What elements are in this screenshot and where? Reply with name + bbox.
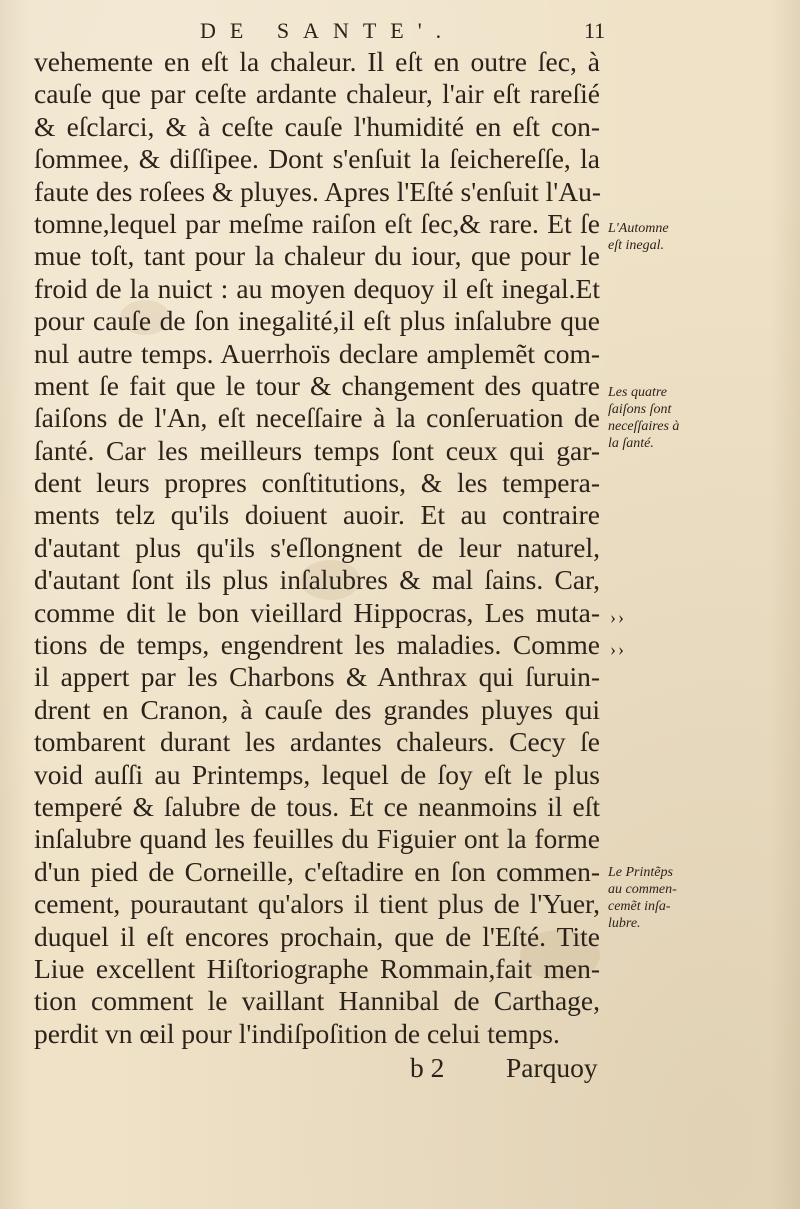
- text-line: pour cauſe de ſon inegalité,il eſt plus inſalubre que: [34, 305, 600, 337]
- text-line: ſaiſons de l'An, eſt neceſſaire à la conſeruation de: [34, 402, 600, 434]
- text-line: froid de la nuict : au moyen dequoy il eſt inegal.Et: [34, 272, 600, 304]
- text-line: tomne,lequel par meſme raiſon eſt ſec,& rare. Et ſe: [34, 207, 600, 239]
- text-line: cauſe que par ceſte ardante chaleur, l'air eſt rareſié: [34, 78, 600, 110]
- margin-note-quatre-saisons: [608, 384, 718, 452]
- text-line: inſalubre quand les feuilles du Figuier ont la forme: [34, 823, 600, 855]
- margin-note-line: L'Automne: [608, 221, 669, 236]
- text-line: void auſſi au Printemps, lequel de ſoy eſt le plus: [34, 758, 600, 790]
- margin-note-line: lubre.: [608, 916, 641, 931]
- text-line: nul autre temps. Auerrhoïs declare amplemẽt com-: [34, 337, 600, 369]
- text-line: d'un pied de Corneille, c'eſtadire en ſon commen-: [34, 855, 600, 887]
- margin-note-line: neceſſaires à: [608, 419, 680, 434]
- text-line: & eſclarci, & à ceſte cauſe l'humidité en eſt con-: [34, 110, 600, 142]
- text-line: tombarent durant les ardantes chaleurs. Cecy ſe: [34, 726, 600, 758]
- text-line: Liue excellent Hiſtoriographe Rommain,fait men-: [34, 952, 600, 984]
- page-number: 11: [584, 18, 606, 43]
- margin-note-line: cemẽt inſa-: [608, 899, 671, 914]
- margin-note-line: eſt inegal.: [608, 238, 664, 253]
- text-line: ſanté. Car les meilleurs temps ſont ceux qui gar-: [34, 434, 600, 466]
- text-line: d'autant ſont ils plus inſalubres & mal ſains. Car,: [34, 564, 600, 596]
- margin-note-line: la ſanté.: [608, 436, 654, 451]
- text-line: dent leurs propres conſtitutions, & les tempera-: [34, 467, 600, 499]
- margin-note-line: au commen-: [608, 882, 677, 897]
- text-line: vehemente en eſt la chaleur. Il eſt en outre ſec, à: [34, 46, 600, 77]
- main-text-block: [34, 46, 600, 1050]
- text-line: tion comment le vaillant Hannibal de Carthage,: [34, 985, 600, 1017]
- text-line: cement, pourautant qu'alors il tient plus de l'Yuer,: [34, 888, 600, 920]
- text-line: comme dit le bon vieillard Hippocras, Les muta-: [34, 596, 600, 628]
- margin-note-line: Le Printẽps: [608, 865, 673, 880]
- text-line: duquel il eſt encores prochain, que de l'Eſté. Tite: [34, 920, 600, 952]
- text-line: temperé & ſalubre de tous. Et ce neanmoins il eſt: [34, 790, 600, 822]
- text-line: perdit vn œil pour l'indiſpoſition de celui temps.: [34, 1017, 560, 1049]
- text-line: ments telz qu'ils doiuent auoir. Et au contraire: [34, 499, 600, 531]
- signature-mark: b 2: [410, 1052, 445, 1083]
- text-line: faute des roſees & pluyes. Apres l'Eſté s'enſuit l'Au-: [34, 175, 602, 207]
- margin-note-line: Les quatre: [608, 385, 667, 400]
- margin-note-printemps: [608, 864, 718, 932]
- text-line: d'autant plus qu'ils s'eſlongnent de leur naturel,: [34, 531, 600, 563]
- margin-note-line: ſaiſons ſont: [608, 402, 672, 417]
- quotation-mark: ››: [610, 639, 626, 659]
- text-line: ſommee, & diſſipee. Dont s'enſuit la ſeichereſſe, la: [34, 143, 600, 175]
- quotation-mark: ››: [610, 607, 626, 627]
- page-footer: [410, 1052, 606, 1084]
- catchword: Parquoy: [506, 1052, 598, 1083]
- margin-note-automne: [608, 220, 718, 254]
- running-title: DE SANTE'.: [200, 18, 456, 43]
- text-line: drent en Cranon, à cauſe des grandes pluyes qui: [34, 693, 600, 725]
- text-line: il appert par les Charbons & Anthrax qui ſuruin-: [34, 661, 600, 693]
- text-line: ment ſe fait que le tour & changement des quatre: [34, 369, 600, 401]
- text-line: mue toſt, tant pour la chaleur du iour, que pour le: [34, 240, 600, 272]
- text-line: tions de temps, engendrent les maladies. Comme: [34, 629, 600, 661]
